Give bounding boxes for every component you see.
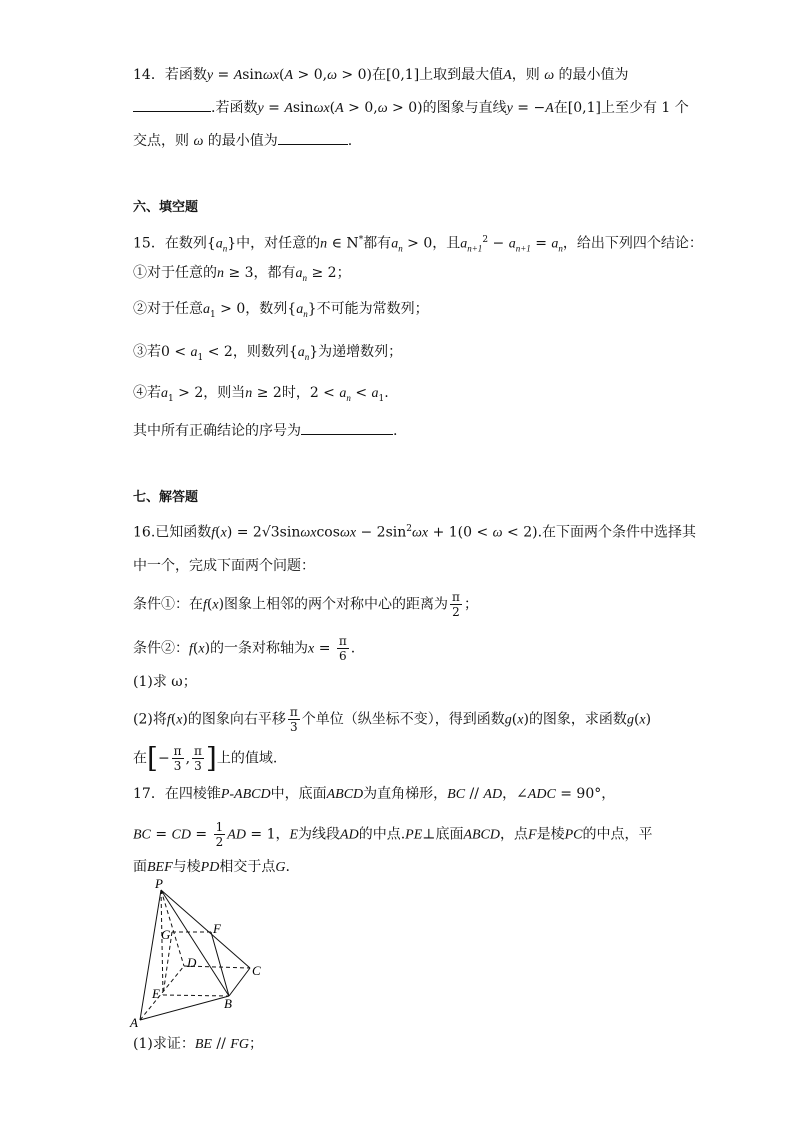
q16-line1: 16.已知函数$f(x) = 2√3\sin\omega xcos\omega x - 2\sin^2\omega x + 1(0 < \omega < 2)$.在下面两个条件中选择其 (133, 524, 697, 541)
edge-EB (163, 995, 229, 996)
pyramid-figure (128, 875, 278, 1035)
q17-part-1: (1)求证：BE // FG； (133, 1036, 263, 1052)
q16-part-1: (1)求 ω； (133, 674, 197, 690)
q16-condition-2: 条件②：f(x)的一条对称轴为x = $\frac{\pi}{6}$ . (133, 634, 356, 663)
edge-PC (161, 890, 250, 968)
q16-part-2-cont: 在[− $\frac{\pi}{3}$ , $\frac{\pi}{3}$ ]上的值域. (133, 741, 278, 775)
answer-blank[interactable] (133, 97, 211, 112)
q15-question: 其中所有正确结论的序号为 . (133, 420, 664, 442)
q17-line2: BC = CD = $\frac{1}{2}$ AD = 1，E为线段AD的中点.PE⊥底面ABCD，点F是棱PC的中点，平 (133, 820, 653, 849)
label-E: E (152, 986, 160, 1001)
label-F: F (213, 921, 221, 936)
q17-line1: 17．在四棱锥P-ABCD中，底面ABCD为直角梯形，BC // AD，∠ADC = 90°， (133, 786, 616, 802)
label-C: C (252, 963, 261, 978)
edge-AD (140, 966, 184, 1020)
label-P: P (155, 876, 163, 891)
edge-PE (161, 890, 163, 995)
q15-line1: 15．在数列$\{a_n\}$中，对任意的n ∈ N*都有$a_n > 0$，且$a_{n+1}^2 - a_{n+1} = a_n$，给出下列四个结论： (133, 235, 703, 254)
section-heading-solve: 七、解答题 (133, 490, 199, 505)
label-D: D (187, 955, 197, 970)
q15-option-3: ③若$0 < a_1 < 2$，则数列$\{a_n\}$为递增数列； (133, 344, 403, 363)
q15-option-1: ①对于任意的n ≥ 3，都有$a_n \ge 2$； (133, 265, 351, 283)
section-heading-fill-in: 六、填空题 (133, 200, 199, 215)
q14-line1: 14．若函数y = Asinωx(A > 0,ω > 0)在[0,1]上取到最大值A，则 ω 的最小值为 (133, 67, 629, 83)
q14-line3: 交点，则 ω 的最小值为 . (133, 130, 664, 153)
q16-condition-1: 条件①：在f(x)图象上相邻的两个对称中心的距离为 $\frac{\pi}{2}$ ； (133, 590, 478, 619)
answer-blank[interactable] (301, 420, 393, 435)
q16-line2: 中一个，完成下面两个问题： (133, 558, 315, 574)
q14-line2: .若函数y = Asinωx(A > 0,ω > 0)的图象与直线y = −A在[0,1]上至少有 1 个 (133, 97, 664, 120)
label-B: B (224, 996, 232, 1011)
edge-BC (229, 968, 250, 996)
q17-line3: 面BEF与棱PD相交于点G. (133, 859, 290, 875)
q15-option-4: ④若$a_1 > 2$，则当n ≥ 2时，$2 < a_n < a_1$. (133, 385, 389, 404)
label-A: A (130, 1015, 138, 1030)
label-G: G (161, 927, 171, 942)
q16-part-2: (2)将f(x)的图象向右平移 $\frac{\pi}{3}$ 个单位（纵坐标不变），得到函数g(x)的图象，求函数g(x) (133, 705, 652, 734)
edge-PB (161, 890, 229, 996)
answer-blank[interactable] (278, 130, 348, 145)
q15-option-2: ②对于任意$a_1 > 0$，数列$\{a_n\}$不可能为常数列； (133, 301, 429, 320)
